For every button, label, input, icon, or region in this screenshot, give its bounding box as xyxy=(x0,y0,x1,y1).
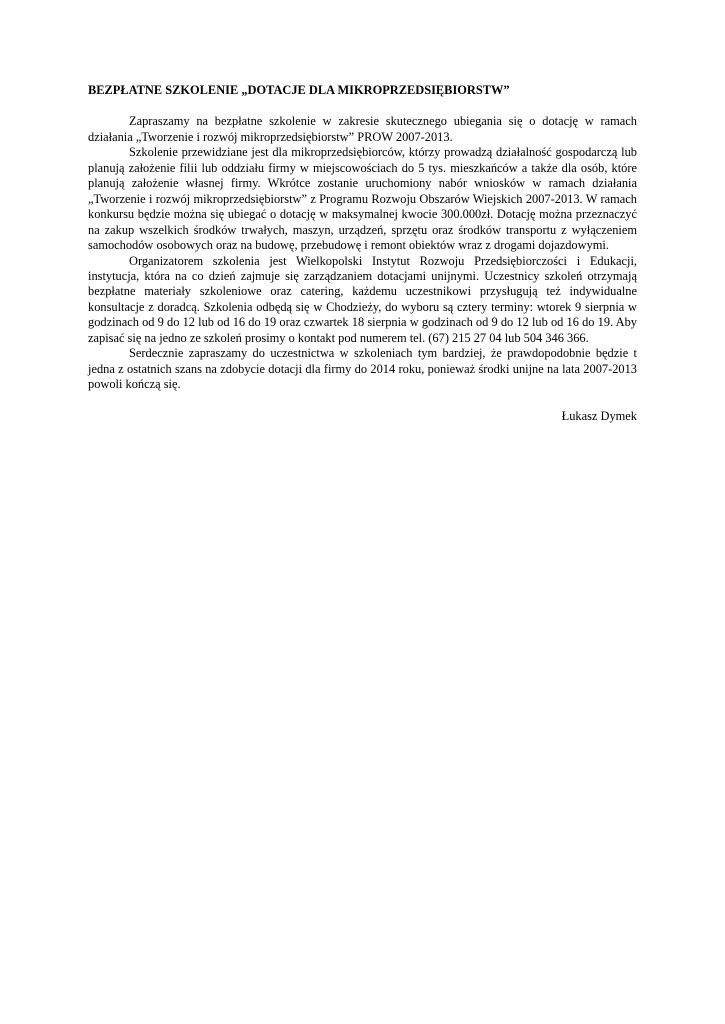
paragraph-training-details: Szkolenie przewidziane jest dla mikroprzedsiębiorców, którzy prowadzą działalność gospodarczą lub planują założenie filii lub oddziału firmy w miejscowościach do 5 tys. mieszkańców a także dla osób, które planują założenie własnej firmy. Wkrótce zostanie uruchomiony nabór wniosków w ramach działania „Tworzenie i rozwój mikroprzedsiębiorstw” z Programu Rozwoju Obszarów Wiejskich 2007-2013. W ramach konkursu będzie można się ubiegać o dotację w maksymalnej kwocie 300.000zł. Dotację można przeznaczyć na zakup wszelkich środków trwałych, maszyn, urządzeń, sprzętu oraz środków transportu z wyłączeniem samochodów osobowych oraz na budowę, przebudowę i remont obiektów wraz z drogami dojazdowymi. xyxy=(88,145,637,253)
document-body xyxy=(88,83,637,424)
document-title: BEZPŁATNE SZKOLENIE „DOTACJE DLA MIKROPRZEDSIĘBIORSTW” xyxy=(88,83,510,97)
paragraph-invitation: Zapraszamy na bezpłatne szkolenie w zakresie skutecznego ubiegania się o dotację w ramach działania „Tworzenie i rozwój mikroprzedsiębiorstw” PROW 2007-2013. xyxy=(88,114,637,144)
signature: Łukasz Dymek xyxy=(561,408,637,423)
paragraph-closing: Serdecznie zapraszamy do uczestnictwa w szkoleniach tym bardziej, że prawdopodobnie będzie t jedna z ostatnich szans na zdobycie dotacji dla firmy do 2014 roku, ponieważ środki unijne na lata 2007-2013 powoli kończą się. xyxy=(88,346,637,392)
paragraph-organizer: Organizatorem szkolenia jest Wielkopolski Instytut Rozwoju Przedsiębiorczości i Edukacji, instytucja, która na co dzień zajmuje się zarządzaniem dotacjami unijnymi. Uczestnicy szkoleń otrzymają bezpłatne materiały szkoleniowe oraz catering, każdemu uczestnikowi przysługują też indywidualne konsultacje z doradcą. Szkolenia odbędą się w Chodzieży, do wyboru są cztery terminy: wtorek 9 sierpnia w godzinach od 9 do 12 lub od 16 do 19 oraz czwartek 18 sierpnia w godzinach od 9 do 12 lub od 16 do 19. Aby zapisać się na jedno ze szkoleń prosimy o kontakt pod numerem tel. (67) 215 27 04 lub 504 346 366. xyxy=(88,253,637,345)
